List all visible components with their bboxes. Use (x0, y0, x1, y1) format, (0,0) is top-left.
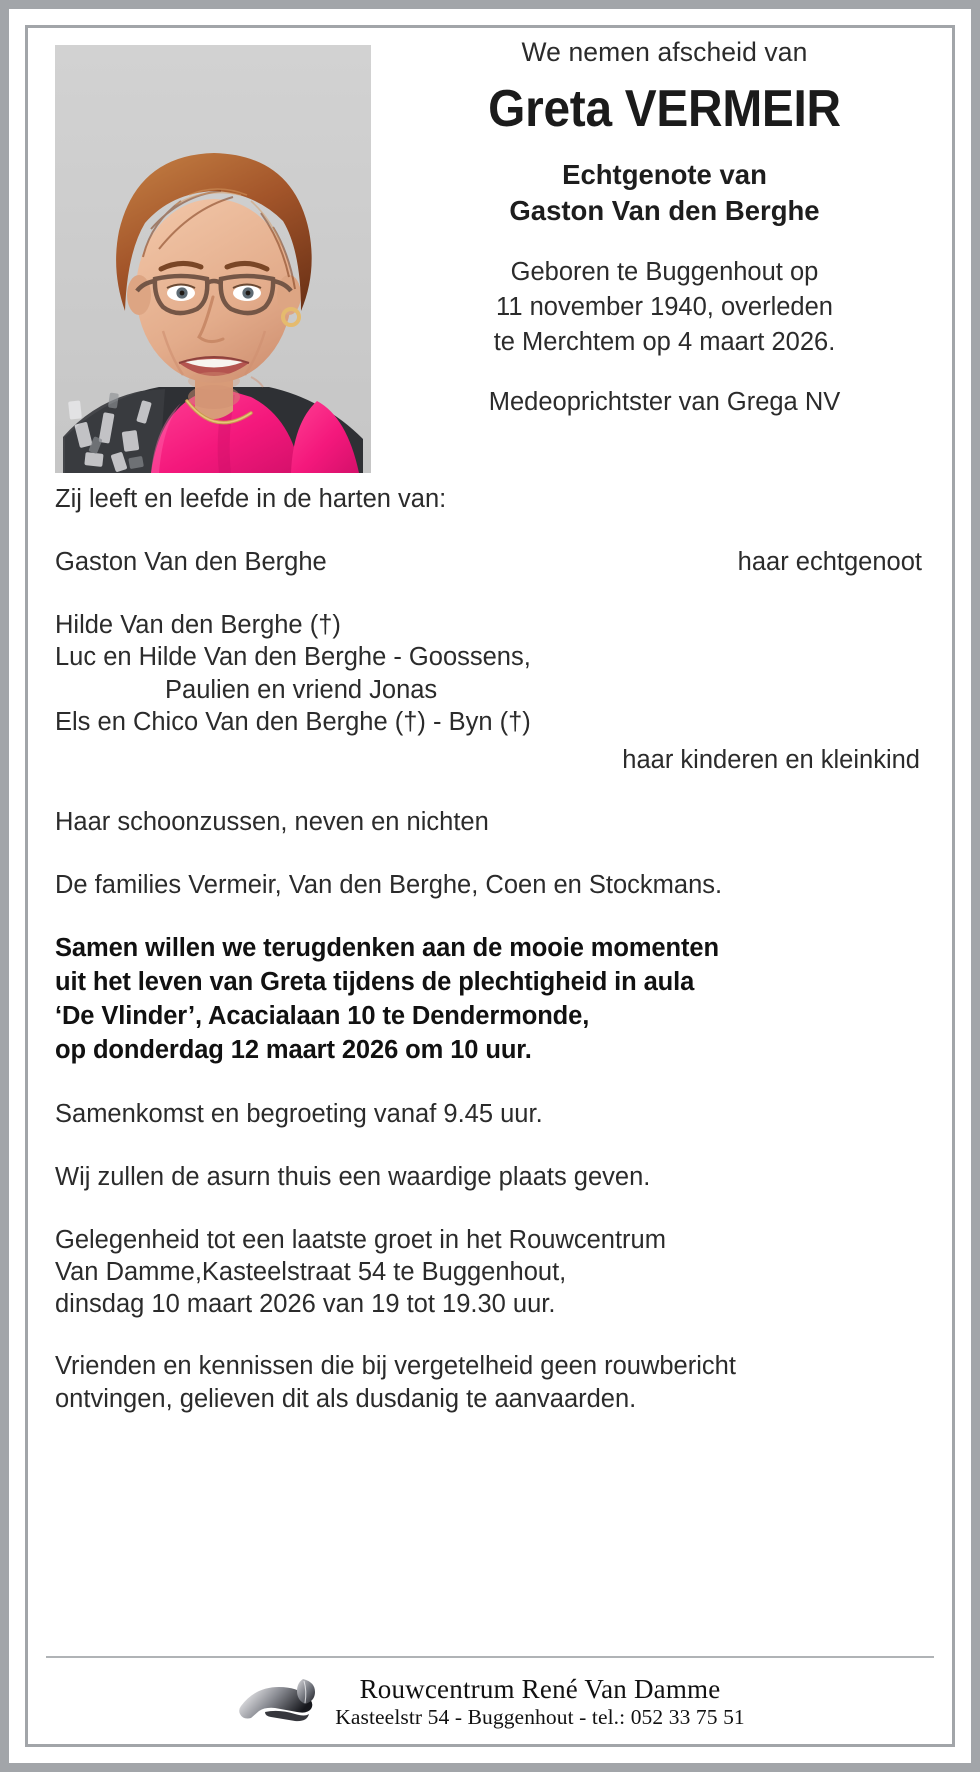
list-item: Paulien en vriend Jonas (165, 675, 438, 704)
birth-line-3: te Merchtem op 4 maart 2026. (493, 328, 836, 356)
spouse-relation-role: haar echtgenoot (737, 548, 922, 577)
lives-in-hearts-line: Zij leeft en leefde in de harten van: (55, 485, 447, 513)
gathering-line: Samenkomst en begroeting vanaf 9.45 uur. (55, 1099, 543, 1128)
birth-line-2: 11 november 1940, overleden (496, 292, 833, 321)
hand-with-leaf-icon (235, 1676, 321, 1728)
notice-line: ontvingen, gelieven dit als dusdanig te aanvaarden. (55, 1384, 637, 1413)
intro-line: We nemen afscheid van (521, 37, 808, 67)
spouse-name: Gaston Van den Berghe (509, 194, 820, 226)
ceremony-line: ‘De Vlinder’, Acacialaan 10 te Dendermonde, (55, 1002, 590, 1030)
list-item: Hilde Van den Berghe (†) (55, 611, 341, 640)
visitation-line: dinsdag 10 maart 2026 van 19 tot 19.30 uur. (55, 1290, 556, 1319)
birth-line-1: Geboren te Buggenhout op (510, 257, 819, 286)
visitation-block (55, 1224, 922, 1320)
ceremony-line: Samen willen we terugdenken aan de mooie momenten (55, 934, 719, 963)
ceremony-line: uit het leven van Greta tijdens de plechtigheid in aula (55, 968, 695, 997)
spouse-label: Echtgenote van (562, 159, 767, 191)
funeral-home-address: Kasteelstr 54 - Buggenhout - tel.: 052 33 75 51 (335, 1704, 745, 1729)
visitation-line: Van Damme,Kasteelstraat 54 te Buggenhout, (55, 1258, 567, 1287)
families-line: De families Vermeir, Van den Berghe, Coen en Stockmans. (55, 871, 723, 900)
card-content (28, 28, 952, 1744)
ceremony-line: op donderdag 12 maart 2026 om 10 uur. (55, 1035, 532, 1064)
children-relation-role: haar kinderen en kleinkind (622, 745, 920, 774)
footer-divider (46, 1656, 934, 1658)
ceremony-block (55, 932, 922, 1068)
funeral-home-text (335, 1674, 745, 1730)
card-inner-border (25, 25, 955, 1747)
notice-line: Vrienden en kennissen die bij vergetelheid geen rouwbericht (55, 1352, 736, 1381)
in-laws-line: Haar schoonzussen, neven en nichten (55, 807, 489, 836)
spouse-relation-row (55, 546, 922, 579)
children-block (55, 609, 922, 776)
children-list (55, 609, 922, 738)
notice-block (55, 1350, 922, 1414)
list-item: Luc en Hilde Van den Berghe - Goossens, (55, 643, 531, 672)
header-text-column (383, 36, 946, 419)
footer-region (28, 1656, 952, 1730)
spouse-block (383, 157, 946, 229)
visitation-line: Gelegenheid tot een laatste groet in het Rouwcentrum (55, 1226, 666, 1255)
birth-death-block (383, 255, 946, 361)
portrait-photo (55, 45, 371, 473)
spouse-relation-name: Gaston Van den Berghe (55, 548, 327, 577)
urn-line: Wij zullen de asurn thuis een waardige plaats geven. (55, 1162, 651, 1191)
funeral-home-name: Rouwcentrum René Van Damme (359, 1674, 721, 1705)
list-item: Els en Chico Van den Berghe (†) - Byn (†) (55, 707, 531, 736)
founder-line: Medeoprichtster van Grega NV (488, 388, 841, 417)
page-title: Greta VERMEIR (488, 80, 841, 139)
funeral-home-branding (28, 1674, 952, 1730)
body-region (28, 483, 952, 1415)
header-region (28, 28, 952, 483)
